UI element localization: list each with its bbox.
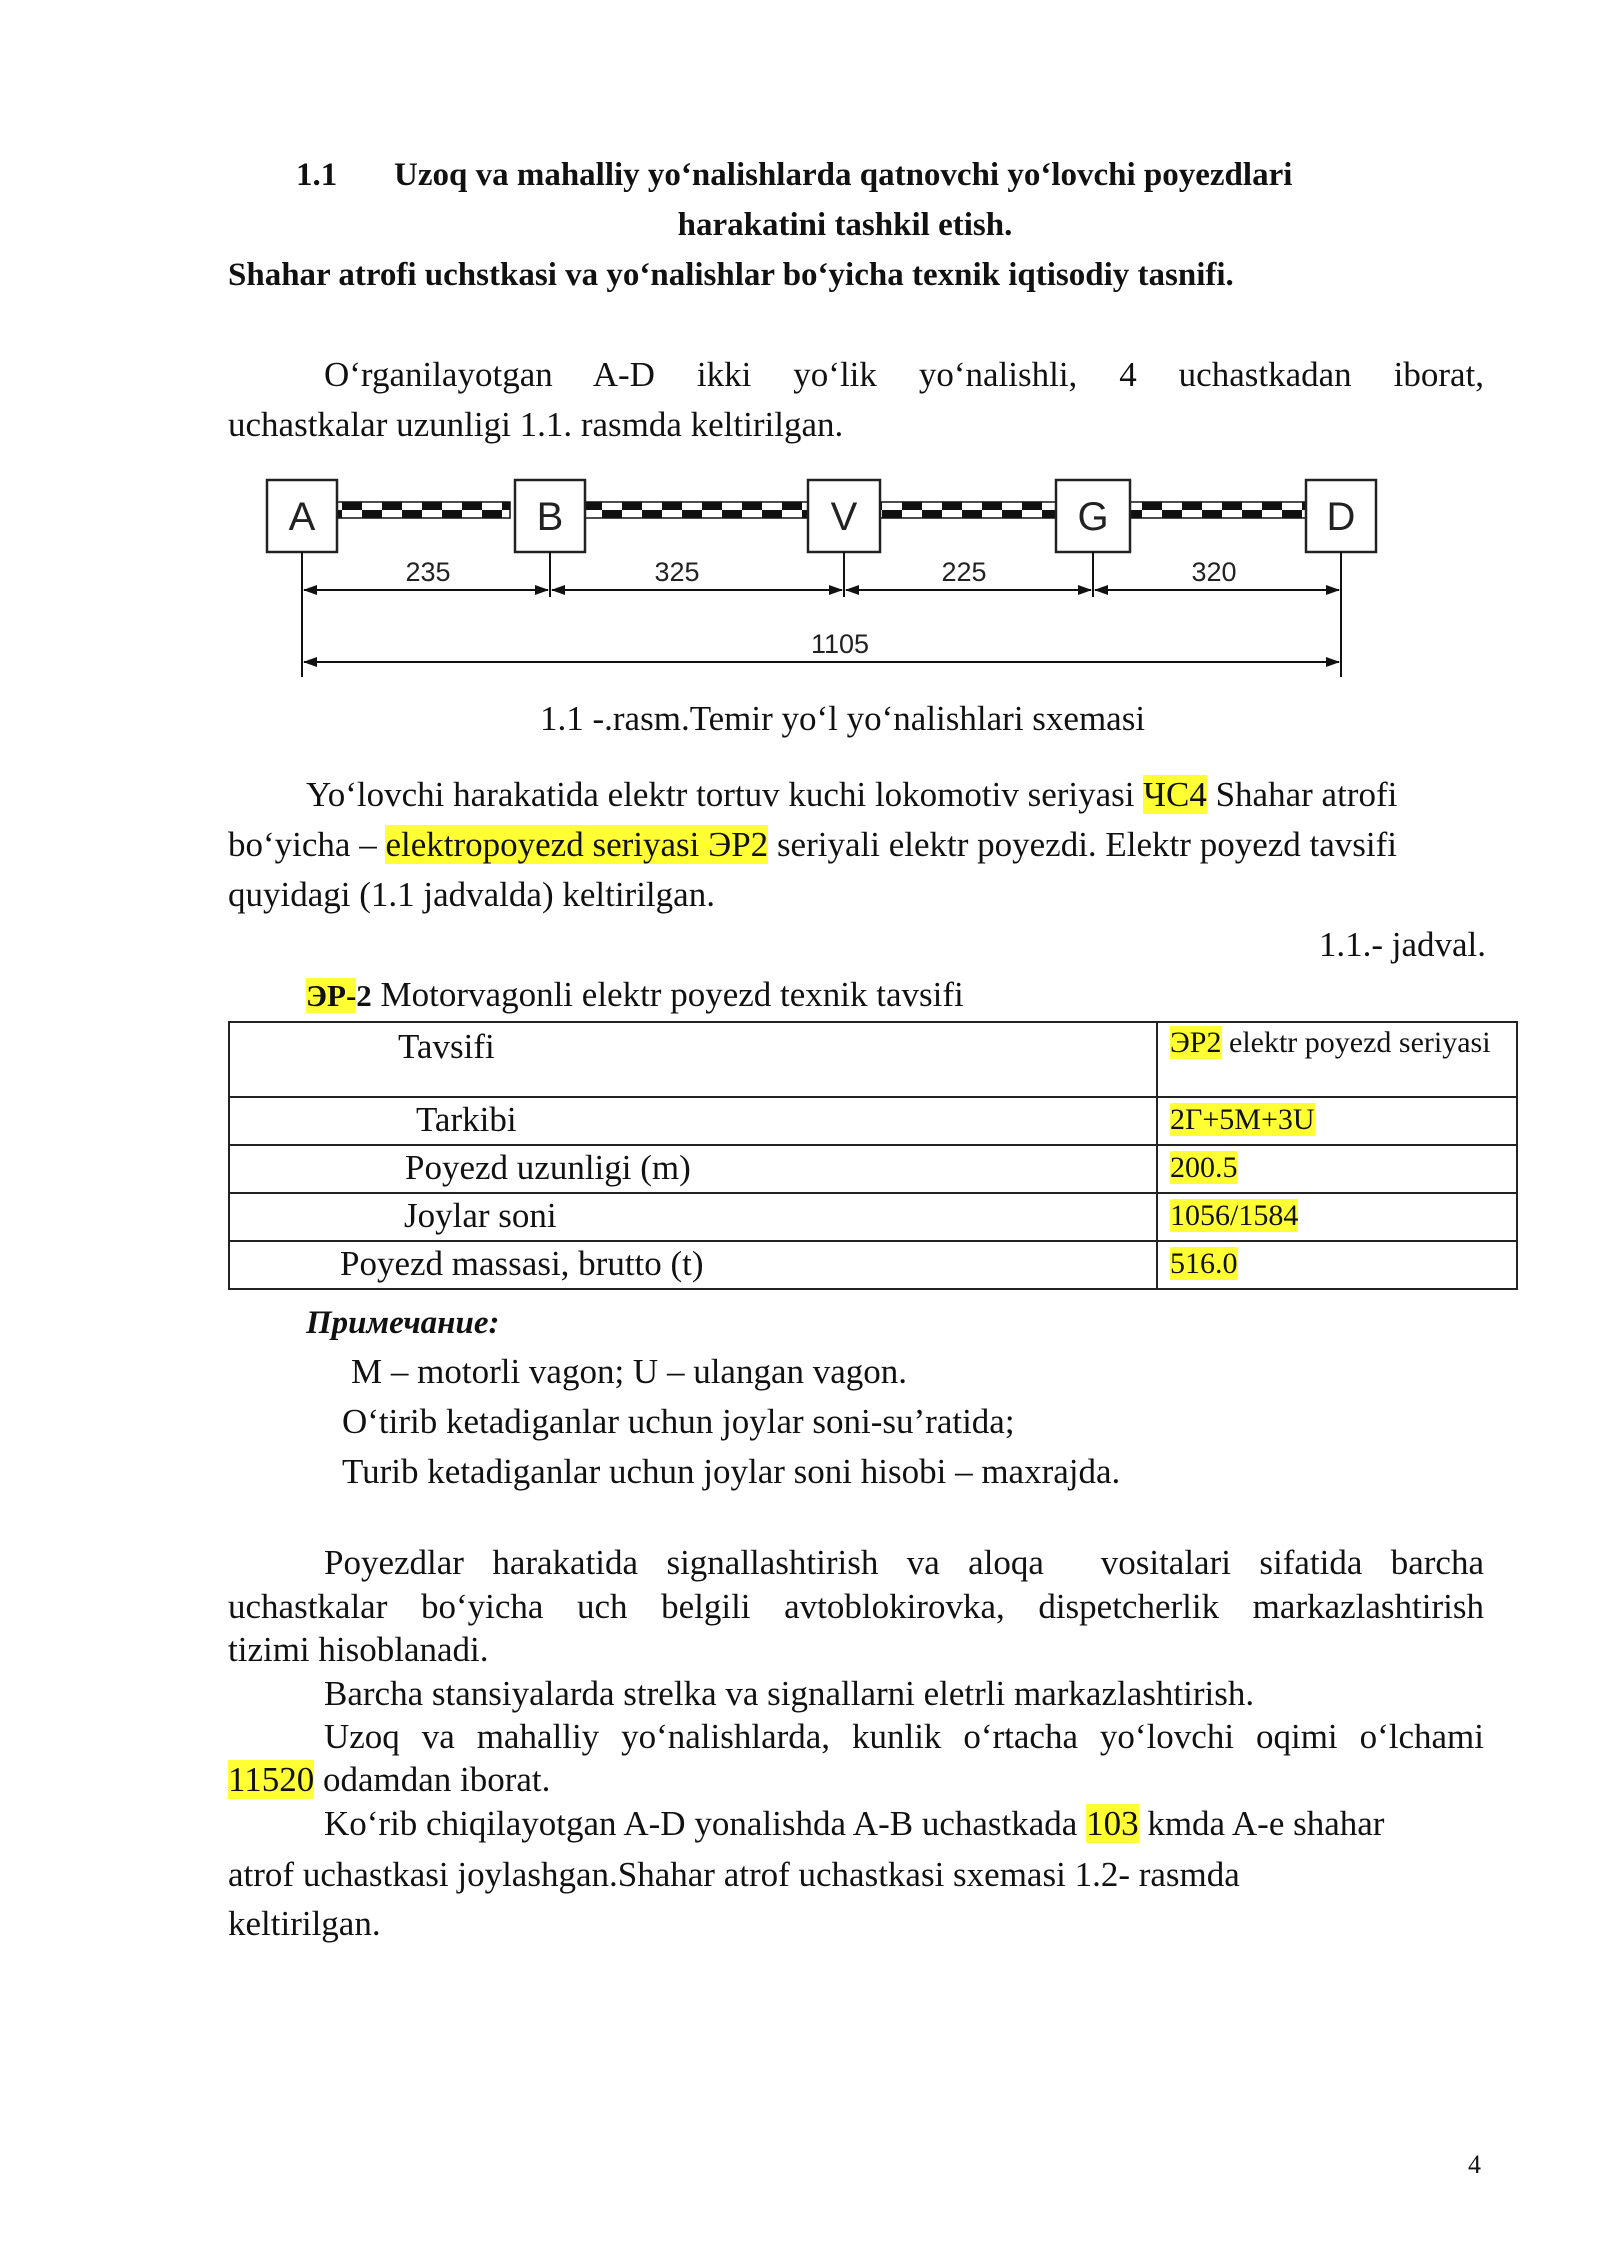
para2-line-1: Yo‘lovchi harakatida elektr tortuv kuchi lokomotiv seriyasi ЧС4 Shahar atrofi [306, 775, 1398, 814]
spec-table [228, 1021, 1518, 1290]
para2-line-2: bo‘yicha – elektropoyezd seriyasi ЭР2 seriyali elektr poyezdi. Elektr poyezd tavsifi [228, 825, 1397, 864]
table-row-label: Tarkibi [229, 1097, 1157, 1145]
para3-line-2: uchastkalar bo‘yicha uch belgili avtoblokirovka, dispetcherlik markazlashtirish [228, 1587, 1484, 1626]
table-row [229, 1145, 1517, 1193]
table-header-left: Tavsifi [229, 1022, 1157, 1097]
station-label-g: G [1077, 495, 1109, 539]
table-row-value: 2Г+5М+3U [1157, 1097, 1517, 1145]
intro-line-2: uchastkalar uzunligi 1.1. rasmda keltirilgan. [228, 405, 844, 444]
figure-caption: 1.1 -.rasm.Temir yo‘l yo‘nalishlari sxemasi [540, 699, 1146, 738]
station-label-b: B [536, 495, 564, 539]
segment-length-ab: 235 [405, 557, 451, 587]
segment-length-bv: 325 [654, 557, 700, 587]
table-row [229, 1193, 1517, 1241]
table-row-label: Joylar soni [229, 1193, 1157, 1241]
table-header-row [229, 1022, 1517, 1097]
note-title: Примечание: [306, 1305, 500, 1341]
para3-line-9: keltirilgan. [228, 1904, 381, 1943]
heading-line-3: Shahar atrofi uchstkasi va yo‘nalishlar bo‘yicha texnik iqtisodiy tasnifi. [228, 257, 1234, 293]
table-header-right: ЭР2 elektr poyezd seriyasi [1157, 1022, 1517, 1097]
table-row [229, 1097, 1517, 1145]
note-line-3: Turib ketadiganlar uchun joylar soni hisobi – maxrajda. [342, 1452, 1121, 1491]
para3-line-1: Poyezdlar harakatida signallashtirish va aloqa vositalari sifatida barcha [324, 1543, 1484, 1582]
station-label-v: V [830, 495, 858, 539]
table-row-value: 516.0 [1157, 1241, 1517, 1289]
table-row-label: Poyezd massasi, brutto (t) [229, 1241, 1157, 1289]
note-line-2: O‘tirib ketadiganlar uchun joylar soni-su’ratida; [342, 1402, 1015, 1441]
para3-line-7: Ko‘rib chiqilayotgan A-D yonalishda A-B uchastkada 103 kmda A-e shahar [324, 1804, 1385, 1843]
para3-line-6: 11520 odamdan iborat. [228, 1760, 551, 1799]
table-label: 1.1.- jadval. [1318, 925, 1486, 964]
para2-line-3: quyidagi (1.1 jadvalda) keltirilgan. [228, 875, 715, 914]
para3-line-3: tizimi hisoblanadi. [228, 1630, 489, 1669]
table-row [229, 1241, 1517, 1289]
section-number: 1.1 [296, 157, 338, 193]
emu-series-highlight: elektropoyezd seriyasi ЭР2 [385, 825, 769, 864]
passenger-flow-highlight: 11520 [228, 1760, 315, 1799]
para3-line-5: Uzoq va mahalliy yo‘nalishlarda, kunlik o‘rtacha yo‘lovchi oqimi o‘lchami [324, 1717, 1484, 1756]
km-highlight: 103 [1086, 1804, 1139, 1843]
page-number: 4 [1468, 2150, 1481, 2179]
table-row-value: 200.5 [1157, 1145, 1517, 1193]
locomotive-series-highlight: ЧС4 [1143, 775, 1207, 814]
table-row-label: Poyezd uzunligi (m) [229, 1145, 1157, 1193]
para3-line-4: Barcha stansiyalarda strelka va signallarni eletrli markazlashtirish. [324, 1674, 1255, 1713]
para3-line-8: atrof uchastkasi joylashgan.Shahar atrof uchastkasi sxemasi 1.2- rasmda [228, 1855, 1240, 1894]
railway-diagram [262, 472, 1382, 682]
total-length: 1105 [810, 629, 870, 659]
station-label-a: A [288, 495, 316, 539]
segment-length-gd: 320 [1191, 557, 1237, 587]
segment-length-vg: 225 [941, 557, 987, 587]
heading-line-1: Uzoq va mahalliy yo‘nalishlarda qatnovchi yo‘lovchi poyezdlari [394, 157, 1293, 193]
heading-line-2: harakatini tashkil etish. [677, 207, 1013, 243]
table-title: ЭР-2 Motorvagonli elektr poyezd texnik tavsifi [306, 975, 964, 1014]
intro-line-1: O‘rganilayotgan A-D ikki yo‘lik yo‘nalishli, 4 uchastkadan iborat, [324, 355, 1484, 394]
table-row-value: 1056/1584 [1157, 1193, 1517, 1241]
note-line-1: M – motorli vagon; U – ulangan vagon. [351, 1352, 908, 1391]
station-label-d: D [1326, 495, 1356, 539]
